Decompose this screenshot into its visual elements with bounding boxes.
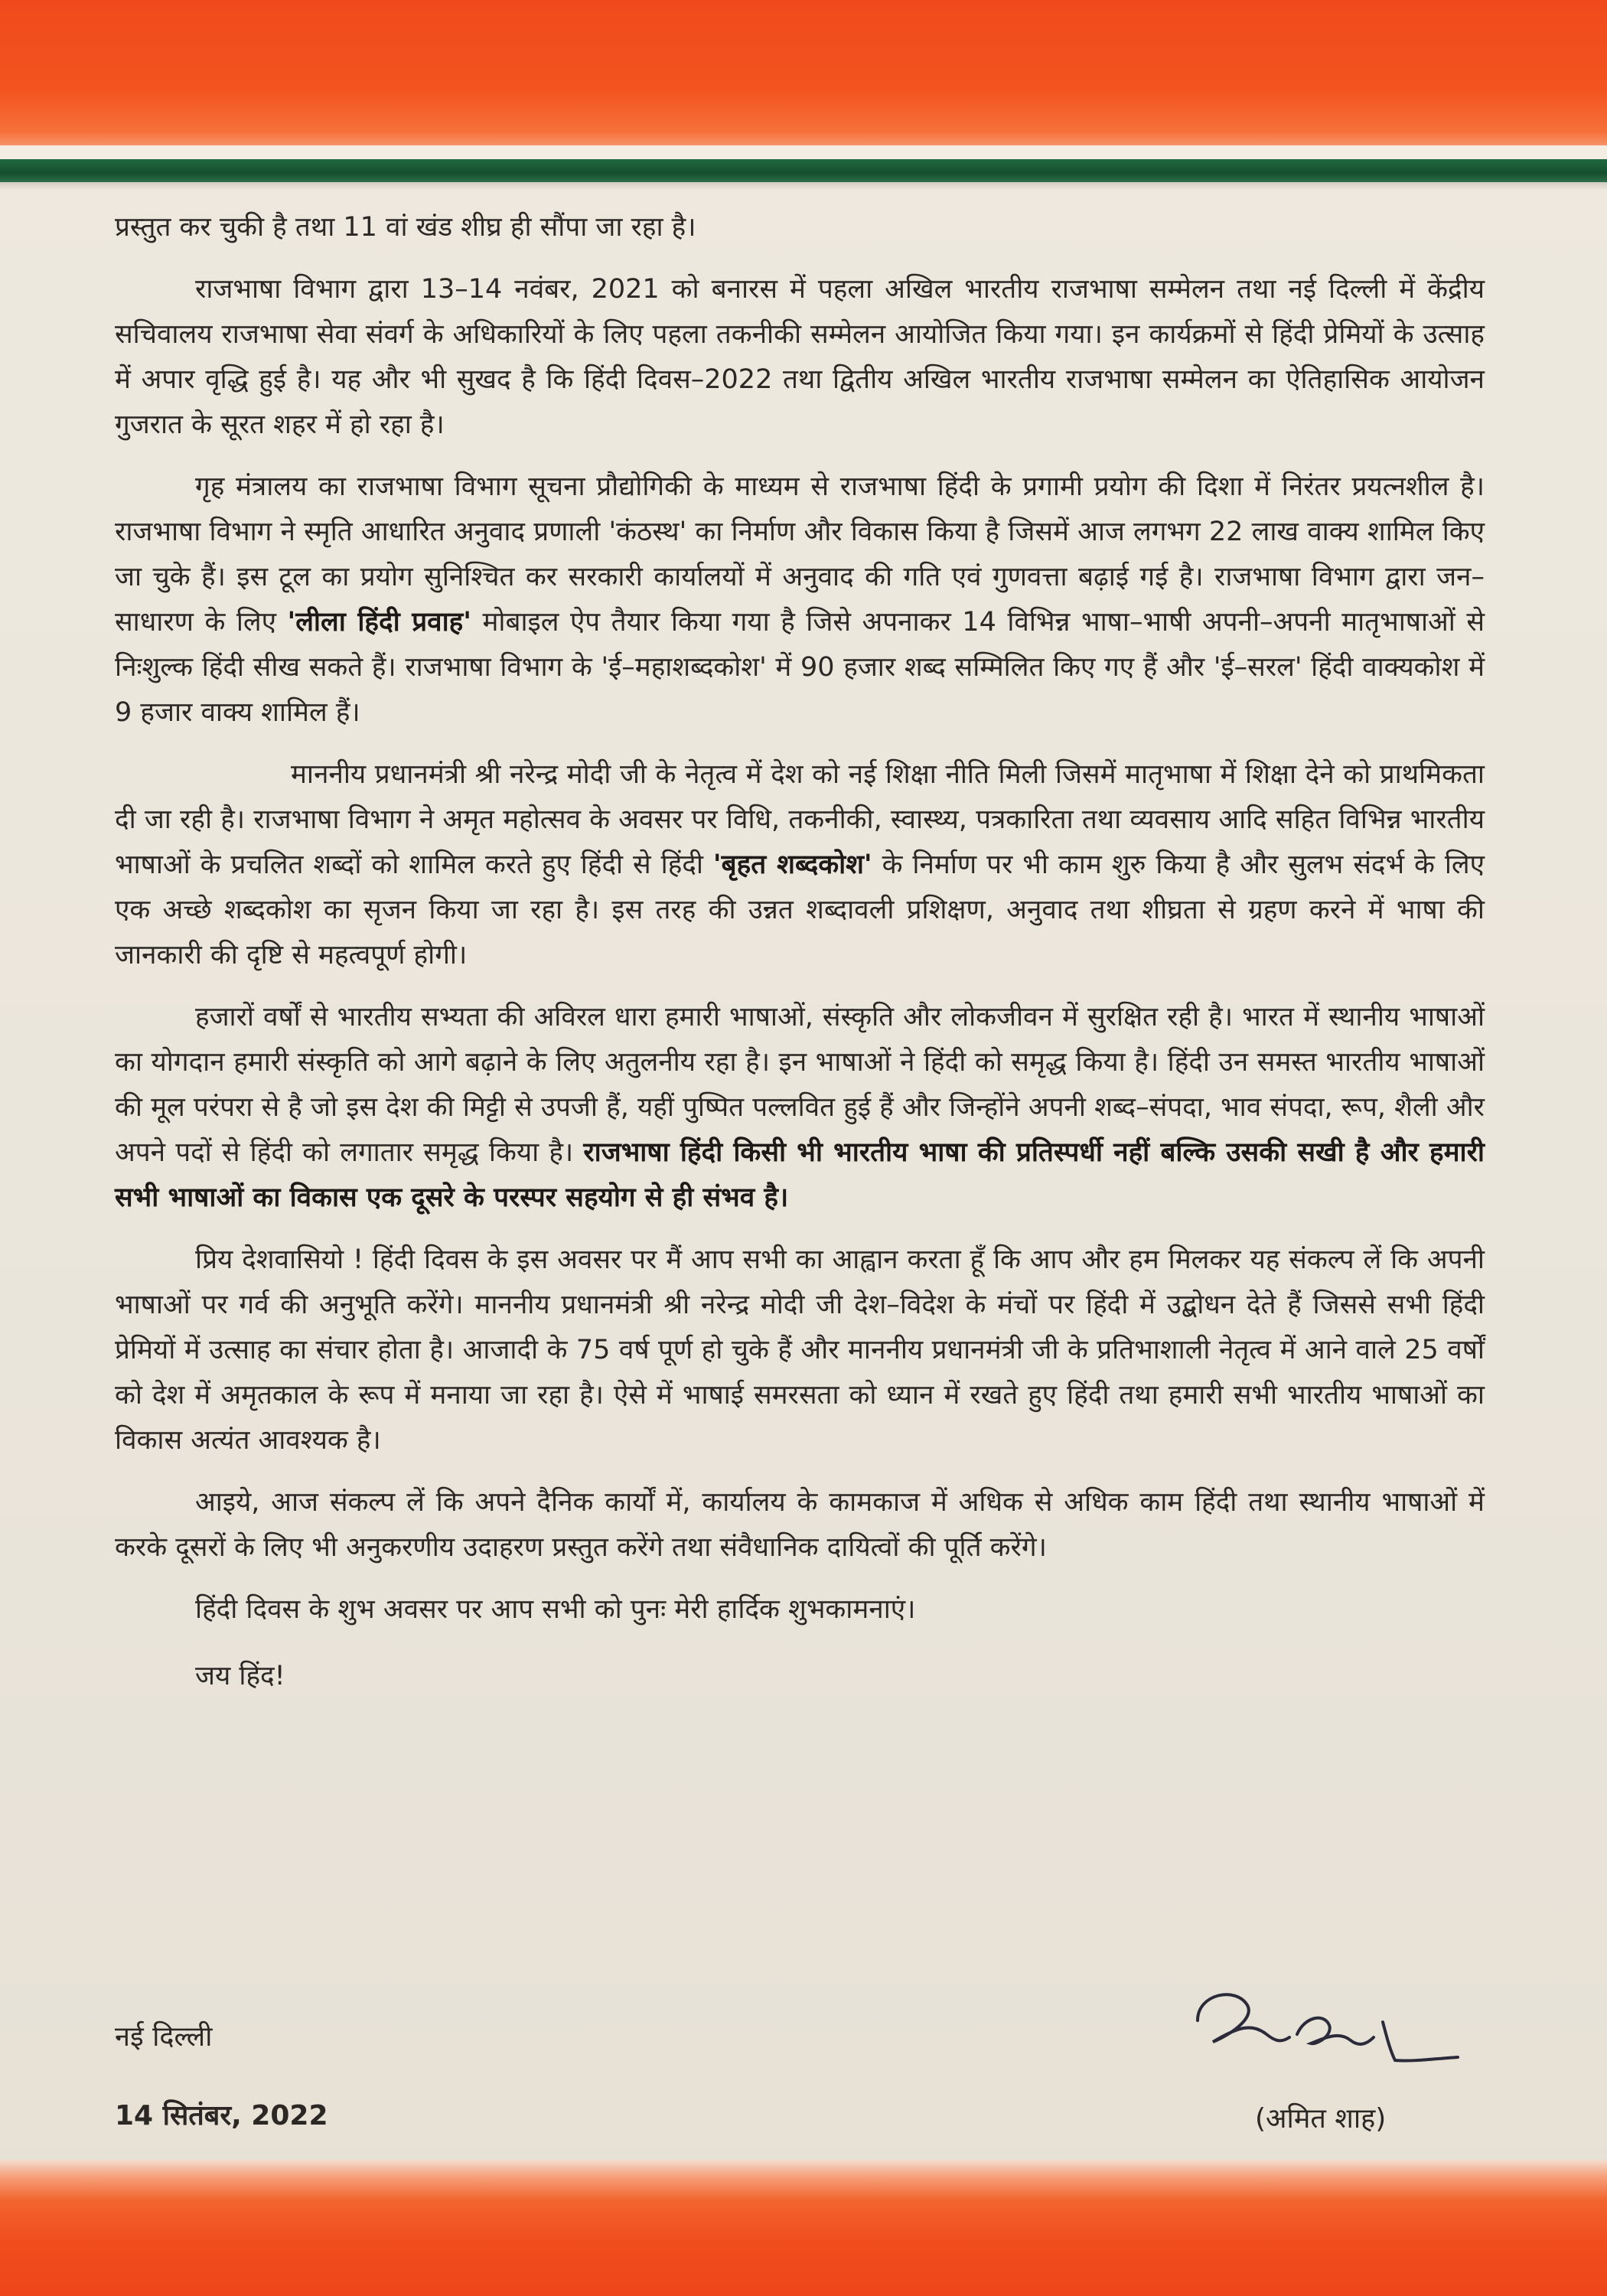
saffron-header-band xyxy=(0,0,1607,165)
app-name-bold: 'लीला हिंदी प्रवाह' xyxy=(287,607,471,638)
paragraph-4-text-a: माननीय प्रधानमंत्री श्री नरेन्द्र मोदी जी के नेतृत्व में देश को नई शिक्षा नीति मिली जिसमें मातृभाषा में शिक्षा देने को प्राथमिकता दी जा रही है। राजभाषा विभाग ने अमृत महोत्सव के अवसर पर विधि, तकनीकी, स्वास्थ्य, पत्रकारिता तथा व्यवसाय आदि सहित विभिन्न भारतीय भाषाओं के प्रचलित शब्दों को शामिल करते हुए हिंदी से हिंदी xyxy=(115,759,1485,880)
jai-hind-line: जय हिंद! xyxy=(195,1661,285,1691)
letter-body xyxy=(115,205,1485,1720)
paragraph-3 xyxy=(115,465,1485,735)
paragraph-4 xyxy=(115,752,1485,978)
paragraph-5 xyxy=(115,995,1485,1221)
place-label: नई दिल्ली xyxy=(115,2021,213,2053)
white-stripe xyxy=(0,145,1607,159)
saffron-footer-band xyxy=(0,2160,1607,2296)
paragraph-6: प्रिय देशवासियो ! हिंदी दिवस के इस अवसर पर मैं आप सभी का आह्वान करता हूँ कि आप और हम मिलकर यह संकल्प लें कि अपनी भाषाओं पर गर्व की अनुभूति करेंगे। माननीय प्रधानमंत्री श्री नरेन्द्र मोदी जी देश–विदेश के मंचों पर हिंदी में उद्बोधन देते हैं जिससे सभी हिंदी प्रेमियों में उत्साह का संचार होता है। आजादी के 75 वर्ष पूर्ण हो चुके हैं और माननीय प्रधानमंत्री जी के प्रतिभाशाली नेतृत्व में आने वाले 25 वर्षों को देश में अमृतकाल के रूप में मनाया जा रहा है। ऐसे में भाषाई समरसता को ध्यान में रखते हुए हिंदी तथा हमारी सभी भारतीय भाषाओं का विकास अत्यंत आवश्यक है। xyxy=(115,1244,1485,1456)
paragraph-2: राजभाषा विभाग द्वारा 13–14 नवंबर, 2021 को बनारस में पहला अखिल भारतीय राजभाषा सम्मेलन तथा नई दिल्ली में केंद्रीय सचिवालय राजभाषा सेवा संवर्ग के अधिकारियों के लिए पहला तकनीकी सम्मेलन आयोजित किया गया। इन कार्यक्रमों से हिंदी प्रेमियों के उत्साह में अपार वृद्धि हुई है। यह और भी सुखद है कि हिंदी दिवस–2022 तथा द्वितीय अखिल भारतीय राजभाषा सम्मेलन का ऐतिहासिक आयोजन गुजरात के सूरत शहर में हो रहा है। xyxy=(115,274,1485,440)
paragraph-4-text-c: के निर्माण पर भी काम शुरु किया है और सुलभ संदर्भ के लिए एक अच्छे शब्दकोश का सृजन किया जा रहा है। इस तरह की उन्नत शब्दावली प्रशिक्षण, अनुवाद तथा शीघ्रता से ग्रहण करने में भाषा की जानकारी की दृष्टि से महत्वपूर्ण होगी। xyxy=(115,850,1485,970)
signatory-name: (अमित शाह) xyxy=(1255,2103,1387,2135)
green-stripe xyxy=(0,159,1607,182)
paragraph-5-text-a: हजारों वर्षों से भारतीय सभ्यता की अविरल धारा हमारी भाषाओं, संस्कृति और लोकजीवन में सुरक्षित रही है। भारत में स्थानीय भाषाओं का योगदान हमारी संस्कृति को आगे बढ़ाने के लिए अतुलनीय रहा है। इन भाषाओं ने हिंदी को समृद्ध किया है। हिंदी उन समस्त भारतीय भाषाओं की मूल परंपरा से है जो इस देश की मिट्टी से उपजी हैं, यहीं पुष्पित पल्लवित हुई हैं और जिन्होंने अपनी शब्द–संपदा, भाव संपदा, रूप, शैली और अपने पदों से हिंदी को लगातार समृद्ध किया है। xyxy=(115,1002,1485,1168)
paragraph-1: प्रस्तुत कर चुकी है तथा 11 वां खंड शीघ्र ही सौंपा जा रहा है। xyxy=(115,212,696,243)
paragraph-5-bold-statement: राजभाषा हिंदी किसी भी भारतीय भाषा की प्रतिस्पर्धी नहीं बल्कि उसकी सखी है और हमारी सभी भाषाओं का विकास एक दूसरे के परस्पर सहयोग से ही संभव है। xyxy=(115,1137,1485,1213)
stripe-shadow xyxy=(0,182,1607,190)
dictionary-name-bold: 'बृहत शब्दकोश' xyxy=(712,850,872,880)
paragraph-3-text-a: गृह मंत्रालय का राजभाषा विभाग सूचना प्रौद्योगिकी के माध्यम से राजभाषा हिंदी के प्रगामी प्रयोग की दिशा में निरंतर प्रयत्नशील है। राजभाषा विभाग ने स्मृति आधारित अनुवाद प्रणाली 'कंठस्थ' का निर्माण और विकास किया है जिसमें आज लगभग 22 लाख वाक्य शामिल किए जा चुके हैं। इस टूल का प्रयोग सुनिश्चित कर सरकारी कार्यालयों में अनुवाद की गति एवं गुणवत्ता बढ़ाई गई है। राजभाषा विभाग द्वारा जन–साधारण के लिए xyxy=(115,471,1485,638)
date-label: 14 सितंबर, 2022 xyxy=(115,2100,328,2131)
paragraph-3-text-c: मोबाइल ऐप तैयार किया गया है जिसे अपनाकर 14 विभिन्न भाषा–भाषी अपनी–अपनी मातृभाषाओं से निःशुल्क हिंदी सीख सकते हैं। राजभाषा विभाग के 'ई–महाशब्दकोश' में 90 हजार शब्द सम्मिलित किए गए हैं और 'ई–सरल' हिंदी वाक्यकोश में 9 हजार वाक्य शामिल हैं। xyxy=(115,607,1485,728)
greeting-line: हिंदी दिवस के शुभ अवसर पर आप सभी को पुनः मेरी हार्दिक शुभकामनाएं। xyxy=(195,1594,916,1625)
signature-icon xyxy=(1182,1975,1488,2082)
paragraph-7: आइये, आज संकल्प लें कि अपने दैनिक कार्यों में, कार्यालय के कामकाज में अधिक से अधिक काम हिंदी तथा स्थानीय भाषाओं में करके दूसरों के लिए भी अनुकरणीय उदाहरण प्रस्तुत करेंगे तथा संवैधानिक दायित्वों की पूर्ति करेंगे। xyxy=(115,1487,1485,1563)
